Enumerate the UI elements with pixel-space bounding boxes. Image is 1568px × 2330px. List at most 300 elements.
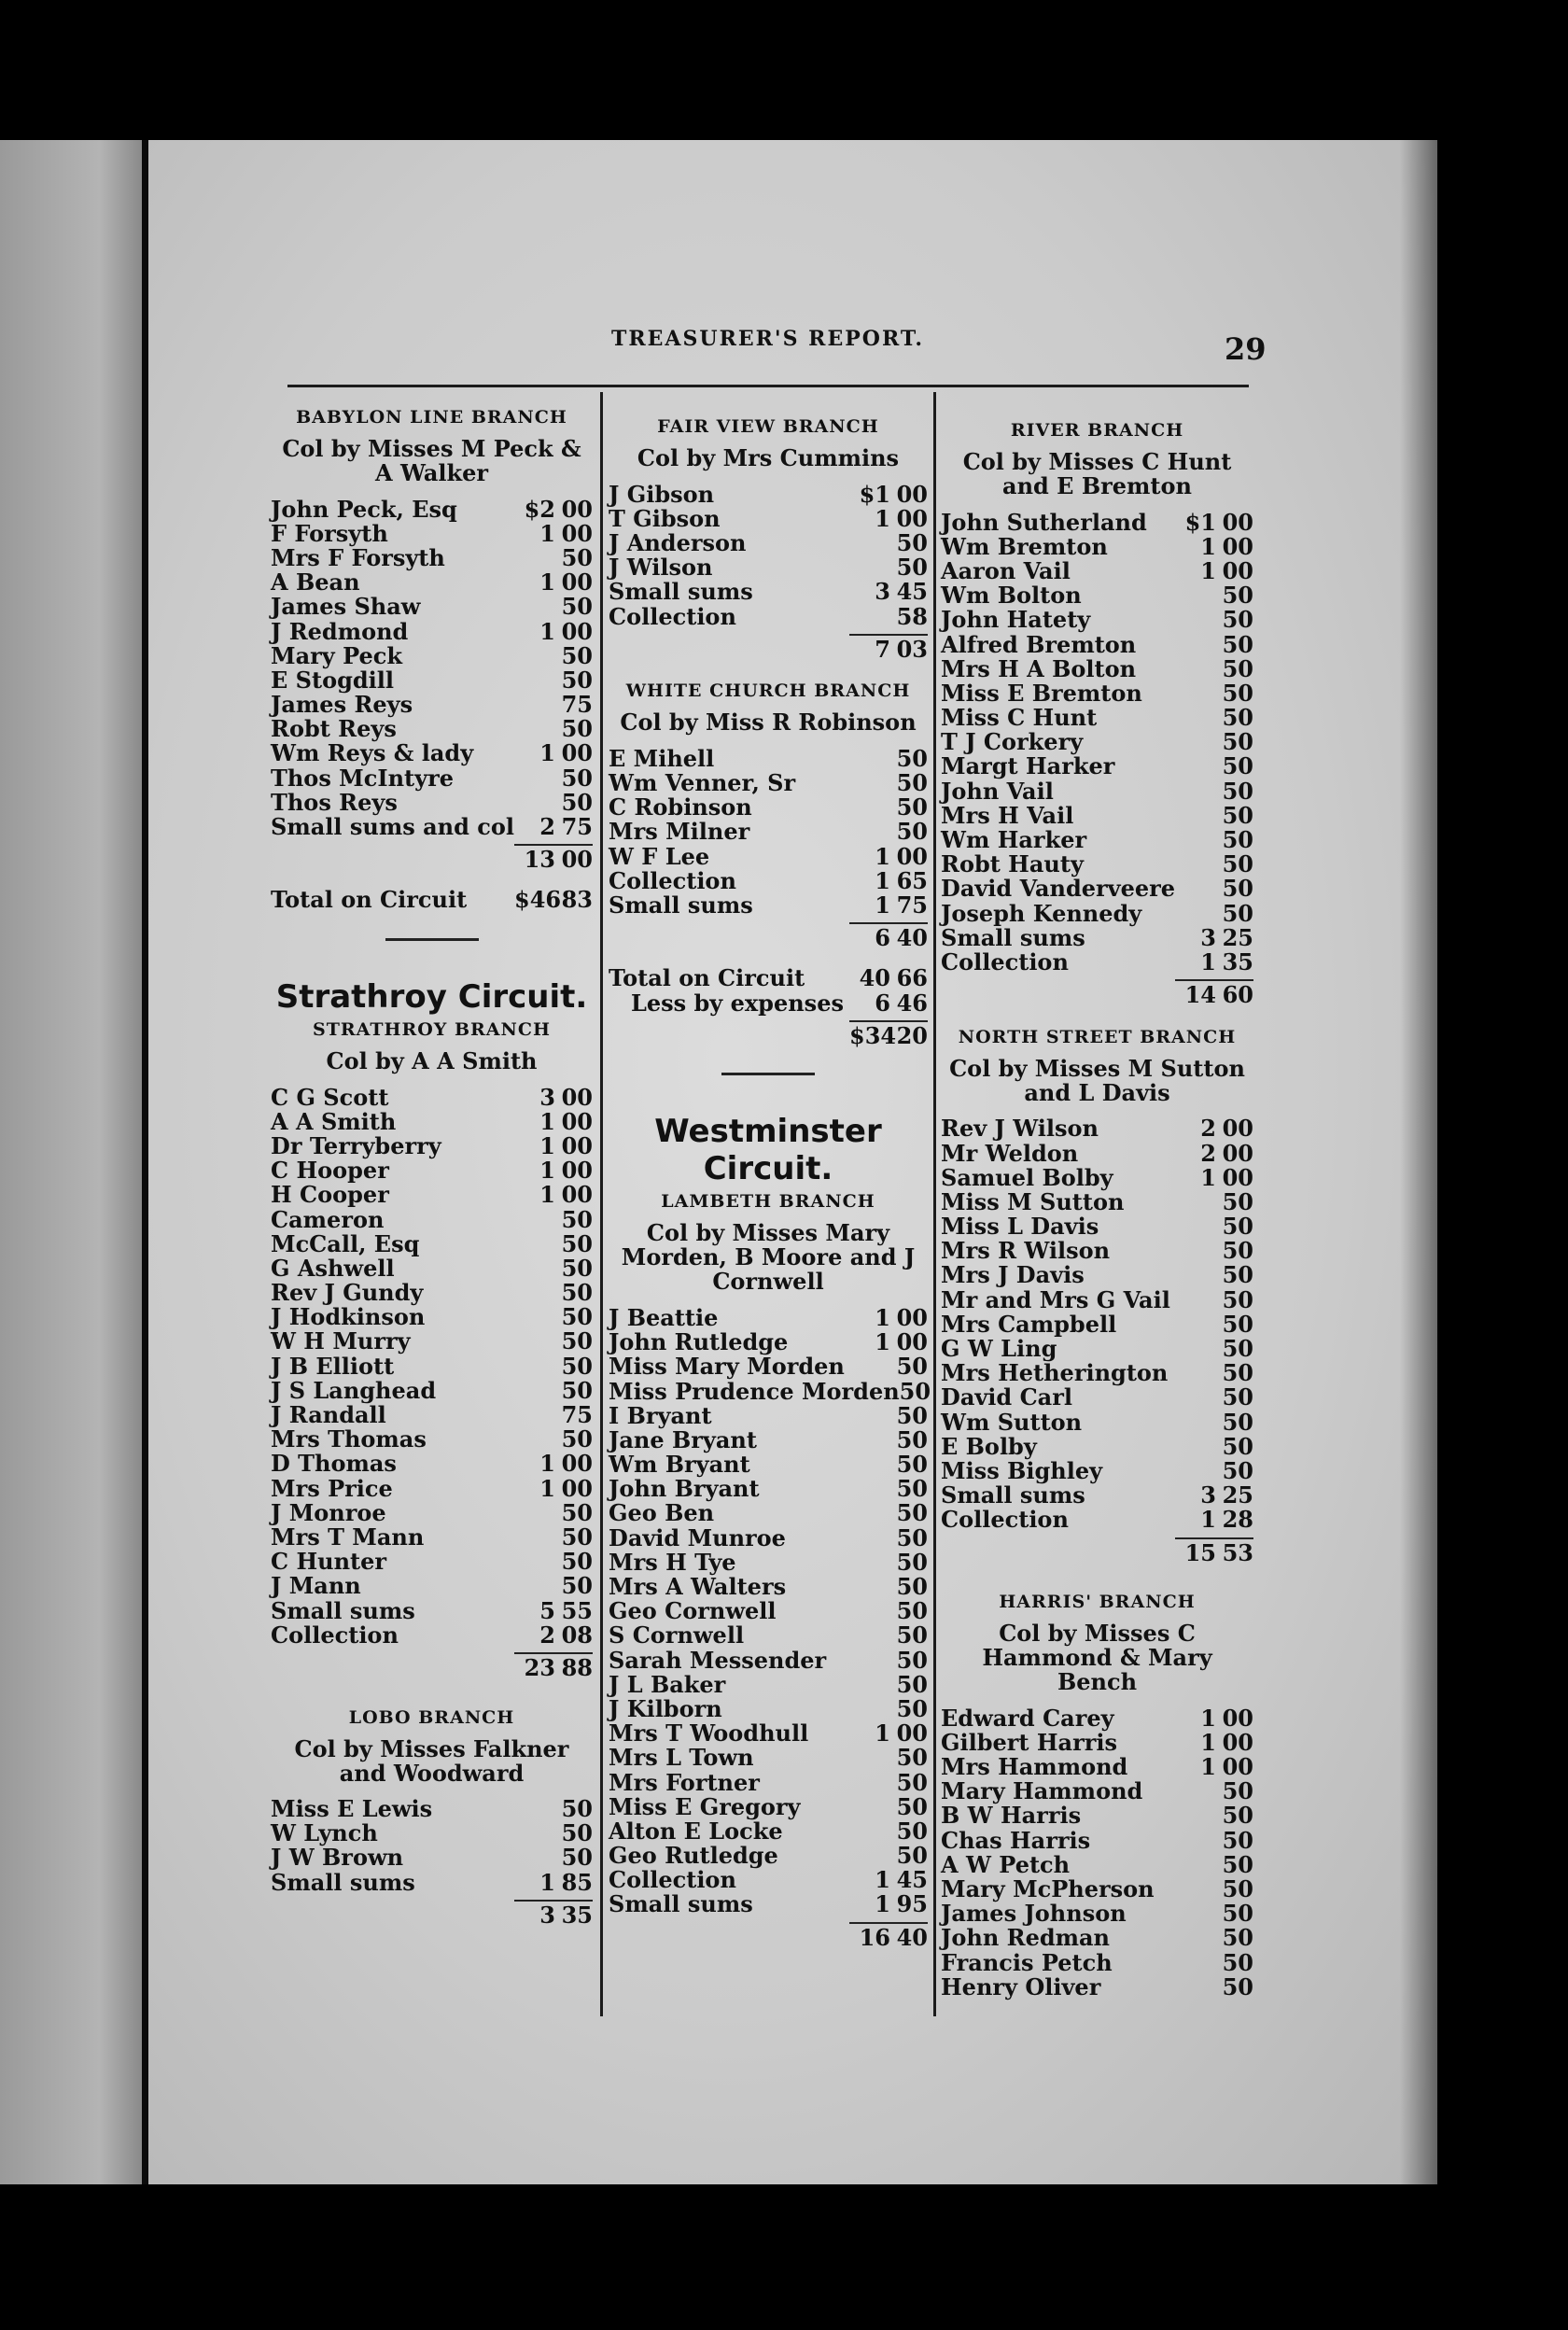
entry-name: Miss Mary Morden [609, 1353, 845, 1381]
contribution-row [941, 1483, 1253, 1508]
entry-cents: 00 [1222, 1115, 1253, 1143]
contribution-row [609, 1550, 928, 1574]
section-rule [385, 938, 479, 941]
entry-cents: 50 [896, 1694, 928, 1722]
entry-cents: 55 [561, 1596, 593, 1624]
entry-cents: 50 [896, 744, 928, 772]
column-2 [609, 413, 931, 1951]
harris-branch [941, 1592, 1253, 1999]
collector-line: Col by Mrs Cummins [637, 444, 900, 471]
entry-dollars: 3 [1200, 923, 1216, 951]
entry-name: Mrs H Vail [941, 801, 1074, 829]
entry-name: John Hatety [941, 606, 1091, 634]
contribution-row [271, 1183, 593, 1207]
entry-name: Mrs L Town [609, 1744, 754, 1772]
entry-name: John Peck, Esq [271, 495, 457, 523]
entry-name: James Reys [271, 691, 413, 719]
entry-cents: 00 [561, 1450, 593, 1478]
entry-cents: 00 [561, 1157, 593, 1185]
entry-cents: 50 [561, 715, 593, 743]
entry-cents: 50 [561, 666, 593, 694]
entry-cents: 00 [896, 480, 928, 508]
entry-cents: 46 [896, 989, 928, 1017]
entry-name: John Rutledge [609, 1328, 789, 1356]
entry-cents: 00 [561, 1181, 593, 1209]
entry-name: Mary Hammond [941, 1777, 1143, 1805]
entry-name: Thos McIntyre [271, 764, 454, 792]
contribution-row [271, 595, 593, 619]
entry-cents: 50 [896, 1670, 928, 1698]
contribution-row [271, 667, 593, 692]
strathroy-circuit [271, 978, 593, 1679]
entry-name: Henry Oliver [941, 1972, 1101, 2000]
entry-name: Jane Bryant [609, 1425, 757, 1453]
entry-cents: 50 [896, 554, 928, 582]
entry-cents: 50 [896, 1451, 928, 1479]
entry-cents: 08 [561, 1621, 593, 1649]
entry-name: John Sutherland [941, 508, 1147, 536]
entry-cents: 00 [555, 844, 593, 873]
contribution-row [271, 1401, 593, 1429]
net-total-row [609, 1021, 928, 1049]
entry-cents: 00 [1222, 1753, 1253, 1781]
entry-name: James Johnson [941, 1900, 1127, 1928]
entry-name: Small sums [271, 1596, 415, 1624]
contribution-row [271, 1231, 593, 1256]
contribution-row [271, 1797, 593, 1821]
contribution-row [941, 1214, 1253, 1239]
entry-name: Mrs J Davis [941, 1261, 1085, 1289]
contribution-row [609, 506, 928, 530]
column-3 [941, 416, 1253, 1999]
entry-cents: 50 [896, 1401, 928, 1429]
entry-cents: 50 [1222, 1777, 1253, 1805]
entry-cents: 50 [1222, 752, 1253, 780]
entry-name: Mrs Hetherington [941, 1359, 1169, 1387]
entry-cents: 53 [1216, 1537, 1253, 1566]
total-row [609, 966, 928, 990]
entry-name: Mrs Price [271, 1474, 393, 1502]
contribution-row [609, 1427, 928, 1452]
entry-name: Wm Harker [941, 826, 1087, 854]
contribution-row [609, 892, 928, 917]
page-gutter [142, 140, 148, 2184]
contribution-row [609, 795, 928, 820]
entry-name: Wm Bryant [609, 1451, 750, 1479]
entry-cents: 50 [1222, 728, 1253, 756]
entry-cents: 50 [896, 1499, 928, 1527]
entry-dollars: 1 [539, 1868, 555, 1896]
entry-cents: 00 [1222, 1704, 1253, 1732]
entry-name: J L Baker [609, 1670, 726, 1698]
running-header: TREASURER'S REPORT. [611, 327, 925, 351]
entry-name: A W Petch [941, 1850, 1071, 1878]
contribution-row [941, 1902, 1253, 1926]
entry-name: Collection [609, 866, 736, 894]
entry-dollars: 3 [514, 1900, 555, 1929]
entry-cents: 50 [896, 1523, 928, 1551]
entry-cents: 50 [1222, 1237, 1253, 1265]
entry-cents: 00 [561, 495, 593, 523]
contribution-row [941, 1263, 1253, 1287]
entry-name: John Redman [941, 1924, 1111, 1952]
entry-dollars: $2 [524, 495, 555, 523]
entry-cents: 50 [1222, 1875, 1253, 1903]
entry-name: J Randall [271, 1401, 386, 1429]
branch-heading: HARRIS' BRANCH [999, 1592, 1196, 1613]
contribution-list [609, 1303, 931, 1918]
entry-name: Edward Carey [941, 1704, 1114, 1732]
entry-dollars: 1 [539, 519, 555, 547]
entry-name: Robt Reys [271, 715, 397, 743]
entry-name: Mrs T Woodhull [609, 1719, 809, 1748]
entry-cents: 50 [896, 769, 928, 797]
entry-name: D Thomas [271, 1450, 397, 1478]
entry-name: Small sums [271, 1868, 415, 1896]
entry-name: John Vail [941, 777, 1054, 805]
subtotal-row [609, 635, 928, 663]
branch-heading: WHITE CHURCH BRANCH [625, 681, 911, 702]
entry-dollars: 16 [849, 1922, 890, 1951]
contribution-row [271, 1452, 593, 1476]
entry-cents: 50 [1222, 850, 1253, 878]
section-rule [721, 1073, 815, 1075]
entry-name: Wm Bolton [941, 582, 1082, 610]
entry-name: J Hodkinson [271, 1303, 426, 1331]
fair-view-branch [609, 416, 928, 663]
entry-name: Chas Harris [941, 1826, 1091, 1854]
entry-cents: 00 [1222, 556, 1253, 584]
entry-name: Gilbert Harris [941, 1728, 1118, 1756]
entry-name: H Cooper [271, 1181, 389, 1209]
entry-cents: 00 [561, 739, 593, 767]
entry-name: W F Lee [609, 842, 710, 870]
entry-cents: 50 [1222, 1213, 1253, 1241]
entry-name: Collection [941, 947, 1069, 976]
contribution-list [271, 1085, 593, 1647]
babylon-line-branch [271, 407, 593, 912]
contribution-row [941, 1141, 1253, 1165]
entry-cents: 03 [890, 634, 928, 663]
entry-cents: 00 [561, 1107, 593, 1135]
entry-cents: 60 [1216, 979, 1253, 1008]
entry-dollars: 1 [539, 617, 555, 645]
river-branch [941, 420, 1253, 1009]
entry-name: E Bolby [941, 1432, 1037, 1460]
westminster-circuit [609, 1113, 931, 1951]
branch-heading: RIVER BRANCH [1010, 420, 1184, 441]
entry-name: Mrs A Walters [609, 1573, 787, 1601]
entry-name: Mrs Milner [609, 818, 750, 846]
contribution-row [941, 1458, 1253, 1482]
collector-line: Col by Misses Mary Morden, B Moore and J Cornwell [621, 1219, 916, 1296]
entry-name: Collection [941, 1506, 1069, 1534]
entry-dollars: 1 [875, 1303, 890, 1331]
contribution-row [271, 1207, 593, 1231]
entry-cents: 00 [1222, 1139, 1253, 1167]
entry-name: Less by expenses [631, 989, 844, 1017]
contribution-row [609, 1868, 928, 1892]
entry-name: Aaron Vail [941, 556, 1071, 584]
contribution-list [941, 1705, 1253, 1999]
entry-name: Collection [609, 602, 736, 630]
branch-heading: NORTH STREET BRANCH [958, 1026, 1237, 1047]
entry-dollars: 1 [875, 891, 890, 919]
contribution-row [271, 1305, 593, 1329]
entry-name: J B Elliott [271, 1352, 395, 1380]
entry-name: Francis Petch [941, 1948, 1113, 1976]
entry-cents: 50 [1222, 1285, 1253, 1313]
entry-name: T J Corkery [941, 728, 1084, 756]
contribution-row [271, 1821, 593, 1846]
entry-cents: 50 [561, 1498, 593, 1526]
entry-cents: 50 [1222, 1456, 1253, 1484]
entry-cents: 50 [1222, 1187, 1253, 1215]
entry-cents: 00 [561, 1474, 593, 1502]
entry-cents: 50 [896, 1842, 928, 1870]
entry-cents: 28 [1222, 1506, 1253, 1534]
entry-cents: 00 [561, 568, 593, 597]
entry-cents: 50 [561, 1279, 593, 1307]
contribution-list [941, 1116, 1253, 1532]
entry-name: Samuel Bolby [941, 1163, 1113, 1191]
entry-cents: 50 [896, 1475, 928, 1503]
entry-cents: 50 [561, 764, 593, 792]
contribution-row [271, 1870, 593, 1894]
entry-name: Wm Venner, Sr [609, 769, 796, 797]
entry-name: Mary McPherson [941, 1875, 1155, 1903]
contribution-row [271, 1133, 593, 1158]
entry-cents: 35 [555, 1900, 593, 1929]
entry-dollars: 1 [1200, 532, 1216, 560]
entry-name: W H Murry [271, 1327, 411, 1355]
entry-name: Collection [609, 1866, 736, 1894]
entry-name: Miss M Sutton [941, 1187, 1125, 1215]
entry-dollars: 1 [1200, 556, 1216, 584]
subtotal-row [271, 1901, 593, 1929]
contribution-list [609, 746, 928, 917]
entry-cents: 50 [1222, 1359, 1253, 1387]
entry-cents: 50 [896, 1425, 928, 1453]
entry-name: Mrs R Wilson [941, 1237, 1111, 1265]
entry-cents: 50 [896, 1744, 928, 1772]
entry-dollars: 14 [1175, 979, 1216, 1008]
entry-cents: 95 [896, 1890, 928, 1918]
contribution-row [271, 1378, 593, 1402]
contribution-row [271, 1158, 593, 1183]
entry-name: E Stogdill [271, 666, 394, 694]
entry-dollars: 1 [539, 1107, 555, 1135]
entry-name: C G Scott [271, 1083, 389, 1111]
entry-name: J Gibson [609, 480, 715, 508]
contribution-row [941, 1410, 1253, 1434]
entry-cents: 50 [561, 1303, 593, 1331]
entry-cents: 50 [561, 1229, 593, 1257]
entry-name: Miss L Davis [941, 1213, 1099, 1241]
entry-cents: 00 [896, 842, 928, 870]
entry-name: G W Ling [941, 1335, 1057, 1363]
entry-name: David Vanderveere [941, 875, 1176, 903]
entry-dollars: 1 [875, 504, 890, 532]
contribution-row [609, 771, 928, 795]
contribution-row [941, 1189, 1253, 1214]
entry-cents: 00 [561, 1083, 593, 1111]
entry-name: Mary Peck [271, 641, 402, 669]
entry-name: J Anderson [609, 528, 747, 556]
entry-dollars: 1 [875, 1719, 890, 1748]
entry-cents: 50 [561, 593, 593, 621]
entry-cents: 25 [1222, 1481, 1253, 1509]
contribution-row [271, 741, 593, 765]
entry-cents: 50 [896, 1768, 928, 1796]
entry-name: Thos Reys [271, 788, 398, 816]
contribution-row [941, 1287, 1253, 1312]
entry-cents: 50 [1222, 1383, 1253, 1411]
entry-name: Alfred Bremton [941, 630, 1137, 658]
contribution-row [941, 534, 1253, 558]
entry-cents: 50 [561, 1844, 593, 1872]
contribution-row [941, 803, 1253, 827]
entry-name: McCall, Esq [271, 1229, 420, 1257]
subtotal-row [609, 1923, 928, 1951]
contribution-row [941, 1779, 1253, 1804]
contribution-row [941, 1116, 1253, 1141]
entry-cents: 50 [1222, 1900, 1253, 1928]
entry-name: Total on Circuit [609, 964, 805, 992]
contribution-row [609, 820, 928, 844]
page-shadow [1400, 140, 1437, 2184]
entry-cents: 00 [561, 617, 593, 645]
contribution-row [609, 530, 928, 554]
entry-cents: 50 [896, 1792, 928, 1820]
entry-cents: 50 [1222, 1924, 1253, 1952]
entry-dollars: $46 [514, 886, 562, 914]
entry-name: Miss E Bremton [941, 679, 1142, 707]
entry-name: Rev J Wilson [941, 1115, 1099, 1143]
entry-cents: 50 [561, 1376, 593, 1404]
entry-name: J Mann [271, 1572, 361, 1600]
entry-name: Geo Ben [609, 1499, 715, 1527]
contribution-row [271, 1427, 593, 1452]
entry-cents: 45 [896, 1866, 928, 1894]
contribution-row [941, 1335, 1253, 1363]
entry-dollars: $1 [859, 480, 890, 508]
entry-cents: 50 [1222, 801, 1253, 829]
entry-name: Mrs F Forsyth [271, 543, 445, 571]
contribution-row [609, 1818, 928, 1843]
contribution-list [271, 1797, 593, 1895]
entry-cents: 50 [896, 1548, 928, 1576]
entry-dollars: 23 [514, 1652, 555, 1681]
entry-cents: 00 [561, 519, 593, 547]
entry-name: Margt Harker [941, 752, 1115, 780]
entry-cents: 50 [561, 641, 593, 669]
entry-cents: 50 [1222, 654, 1253, 682]
facing-page-edge [0, 140, 142, 2184]
entry-cents: 50 [1222, 1310, 1253, 1338]
contribution-row [271, 1476, 593, 1500]
entry-dollars: 2 [539, 1621, 555, 1649]
north-street-branch [941, 1027, 1253, 1564]
entry-name: Small sums [609, 891, 753, 919]
entry-cents: 50 [1222, 1335, 1253, 1363]
contribution-row [271, 497, 593, 521]
entry-name: Mrs Fortner [609, 1768, 760, 1796]
entry-name: I Bryant [609, 1401, 712, 1429]
entry-cents: 25 [1222, 923, 1253, 951]
entry-dollars: 13 [514, 844, 555, 873]
entry-cents: 66 [896, 964, 928, 992]
entry-cents: 00 [561, 1131, 593, 1159]
entry-dollars: 1 [1200, 1704, 1216, 1732]
subtotal-row [609, 924, 928, 952]
entry-dollars: 40 [859, 964, 890, 992]
contribution-row [271, 545, 593, 569]
entry-name: J Wilson [609, 554, 713, 582]
entry-cents: 50 [561, 543, 593, 571]
entry-cents: 50 [896, 1621, 928, 1649]
entry-cents: 50 [561, 1572, 593, 1600]
entry-name: Rev J Gundy [271, 1279, 424, 1307]
entry-name: Small sums [941, 923, 1085, 951]
contribution-row [941, 1508, 1253, 1532]
contribution-list [271, 497, 593, 839]
entry-name: J Beattie [609, 1303, 719, 1331]
contribution-row [941, 1926, 1253, 1950]
entry-name: C Hunter [271, 1548, 387, 1576]
entry-dollars: 1 [875, 1866, 890, 1894]
entry-name: Small sums and col [271, 813, 514, 841]
contribution-row [941, 706, 1253, 730]
contribution-row [941, 632, 1253, 656]
contribution-row [609, 604, 928, 628]
entry-name: B W Harris [941, 1802, 1082, 1830]
branch-heading: BABYLON LINE BRANCH [296, 407, 567, 428]
white-church-branch [609, 681, 928, 1049]
entry-cents: 83 [561, 886, 593, 914]
entry-name: S Cornwell [609, 1621, 745, 1649]
entry-name: James Shaw [271, 593, 421, 621]
entry-cents: 75 [561, 691, 593, 719]
entry-dollars: 1 [539, 1131, 555, 1159]
entry-dollars: 1 [1200, 1163, 1216, 1191]
expenses-row [609, 990, 928, 1015]
collector-line: Col by Misses M Peck & A Walker [282, 435, 581, 486]
contribution-row [941, 558, 1253, 582]
entry-name: Collection [271, 1621, 399, 1649]
contribution-row [271, 570, 593, 595]
entry-cents: 50 [1222, 1802, 1253, 1830]
entry-dollars: 6 [849, 922, 890, 951]
contribution-row [941, 1828, 1253, 1852]
entry-cents: 50 [1222, 630, 1253, 658]
contribution-row [609, 1672, 928, 1696]
entry-name: Cameron [271, 1205, 385, 1233]
branch-heading: LAMBETH BRANCH [661, 1191, 875, 1213]
total-row [271, 888, 593, 912]
entry-cents: 88 [555, 1652, 593, 1681]
entry-name: T Gibson [609, 504, 721, 532]
entry-name: Mrs H A Bolton [941, 654, 1137, 682]
subtotal-row [271, 1653, 593, 1681]
entry-dollars: 2 [539, 813, 555, 841]
entry-cents: 50 [561, 1425, 593, 1453]
contribution-row [271, 813, 593, 841]
entry-dollars: 5 [539, 1596, 555, 1624]
contribution-row [271, 1109, 593, 1133]
contribution-row [609, 1403, 928, 1427]
entry-name: A Bean [271, 568, 360, 597]
